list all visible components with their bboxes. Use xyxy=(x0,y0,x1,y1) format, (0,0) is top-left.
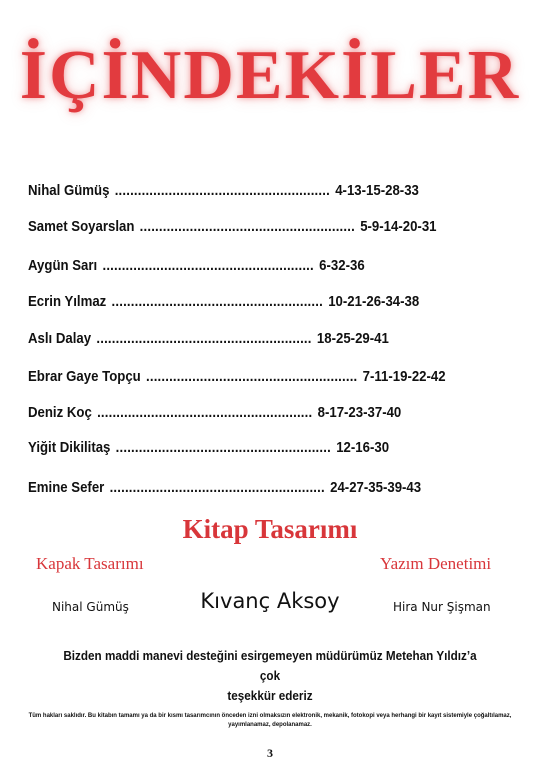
toc-entry xyxy=(28,182,419,204)
toc-entry-name: Emine Sefer xyxy=(28,479,105,496)
toc-entry-name: Aslı Dalay xyxy=(28,330,92,347)
copyright-line: yayımlanamaz, depolanamaz. xyxy=(228,722,312,728)
toc-entry xyxy=(28,439,389,461)
toc-entry xyxy=(28,368,446,390)
toc-entry xyxy=(28,404,401,426)
toc-entry-pages: 6-32-36 xyxy=(319,257,365,274)
page-number: 3 xyxy=(267,746,273,760)
editing-label: Yazım Denetimi xyxy=(380,554,492,573)
editor-name: Hira Nur Şişman xyxy=(393,600,491,614)
toc-entry-leader: ....................................................... xyxy=(146,368,358,385)
toc-entry-leader: ....................................................... xyxy=(102,257,314,274)
toc-entry-name: Nihal Gümüş xyxy=(28,182,110,199)
toc-entry xyxy=(28,257,365,279)
toc-entry-pages: 18-25-29-41 xyxy=(316,330,389,347)
toc-entry-name: Ecrin Yılmaz xyxy=(28,293,107,310)
toc-entry xyxy=(28,479,421,501)
toc-entry-leader: ........................................................ xyxy=(109,479,325,496)
toc-entry-name: Aygün Sarı xyxy=(28,257,98,274)
toc-entry-pages: 10-21-26-34-38 xyxy=(328,293,420,310)
toc-entry-pages: 8-17-23-37-40 xyxy=(317,404,402,421)
page-title: İÇİNDEKİLER xyxy=(19,37,521,114)
toc-entry-leader: ....................................................... xyxy=(111,293,323,310)
toc-entry-leader: ........................................................ xyxy=(96,330,312,347)
toc-entry-name: Deniz Koç xyxy=(28,404,92,421)
toc-entry xyxy=(28,293,419,315)
toc-entry-pages: 7-11-19-22-42 xyxy=(362,368,446,385)
toc-entry-pages: 12-16-30 xyxy=(336,439,390,456)
toc-entry-leader: ........................................................ xyxy=(97,404,313,421)
thanks-line: teşekkür ederiz xyxy=(227,688,313,703)
thanks-line: Bizden maddi manevi desteğini esirgemeyen müdürümüz Metehan Yıldız’a çok xyxy=(63,648,477,683)
toc-entry-pages: 24-27-35-39-43 xyxy=(330,479,422,496)
toc-entry-name: Samet Soyarslan xyxy=(28,218,135,235)
cover-designer-name: Nihal Gümüş xyxy=(52,600,129,614)
copyright-line: Tüm hakları saklıdır. Bu kitabın tamamı ya da bir kısmı tasarımcının önceden izni olmaksızın elektronik, mekanik, fotokopi veya herhangi bir kayıt sistemiyle çoğaltılamaz, xyxy=(28,713,512,719)
toc-entry-leader: ........................................................ xyxy=(139,218,355,235)
toc-entry-leader: ........................................................ xyxy=(114,182,330,199)
cover-design-label: Kapak Tasarımı xyxy=(36,554,144,573)
toc-entry xyxy=(28,330,389,352)
toc-entry-pages: 4-13-15-28-33 xyxy=(335,182,419,199)
copyright-notice xyxy=(20,712,520,730)
toc-entry-pages: 5-9-14-20-31 xyxy=(360,218,437,235)
book-design-heading: Kitap Tasarımı xyxy=(182,514,358,544)
toc-entry-leader: ........................................................ xyxy=(115,439,331,456)
toc-entry-name: Ebrar Gaye Topçu xyxy=(28,368,141,385)
toc-entry xyxy=(28,218,437,240)
designer-name: Kıvanç Aksoy xyxy=(200,589,340,613)
toc-entry-name: Yiğit Dikilitaş xyxy=(28,439,111,456)
thanks-note xyxy=(63,646,477,706)
